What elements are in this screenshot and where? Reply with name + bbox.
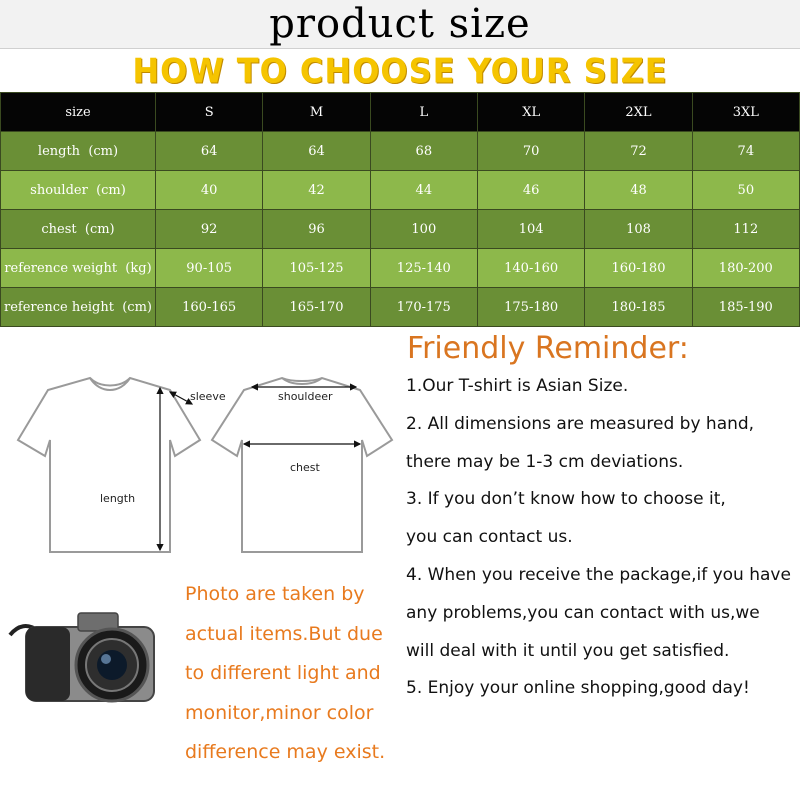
shoulder-label: shouldeer [278,390,333,403]
reminder-line: 4. When you receive the package,if you have [406,564,791,585]
table-cell: 40 [156,171,263,210]
table-row [1,171,800,210]
photo-note-line: difference may exist. [185,741,386,763]
row-label: chest (cm) [1,210,156,249]
table-cell: 64 [156,132,263,171]
table-cell: 90-105 [156,249,263,288]
row-label: length (cm) [1,132,156,171]
table-header-row [1,93,800,132]
table-cell: 70 [477,132,584,171]
reminder-line: 1.Our T-shirt is Asian Size. [406,376,629,396]
header-cell: S [156,93,263,132]
photo-note [185,575,405,773]
table-row [1,249,800,288]
table-cell: 100 [370,210,477,249]
tshirt-diagram [10,360,402,560]
table-cell: 50 [692,171,799,210]
reminder-line: will deal with it until you get satisfied. [406,640,730,661]
table-cell: 68 [370,132,477,171]
table-cell: 185-190 [692,288,799,327]
table-cell: 46 [477,171,584,210]
reminder-line: there may be 1-3 cm deviations. [406,451,684,472]
title-bar [0,0,800,49]
table-cell: 160-165 [156,288,263,327]
table-cell: 92 [156,210,263,249]
header-cell: XL [477,93,584,132]
table-cell: 175-180 [477,288,584,327]
table-cell: 112 [692,210,799,249]
table-cell: 74 [692,132,799,171]
table-cell: 48 [585,171,692,210]
table-cell: 104 [477,210,584,249]
table-cell: 125-140 [370,249,477,288]
sleeve-label: sleeve [190,390,226,403]
camera-icon [8,595,168,715]
table-cell: 140-160 [477,249,584,288]
size-table [0,92,800,327]
reminder-line: you can contact us. [406,527,573,548]
row-label: shoulder (cm) [1,171,156,210]
table-cell: 64 [263,132,370,171]
photo-note-line: Photo are taken by [185,583,365,605]
table-cell: 72 [585,132,692,171]
reminder-line: 2. All dimensions are measured by hand, [406,413,755,434]
header-cell: M [263,93,370,132]
table-cell: 165-170 [263,288,370,327]
table-cell: 170-175 [370,288,477,327]
header-cell: 2XL [585,93,692,132]
table-cell: 96 [263,210,370,249]
photo-note-line: actual items.But due [185,622,383,645]
row-label: reference height (cm) [1,288,156,327]
table-cell: 180-200 [692,249,799,288]
reminder-title: Friendly Reminder: [407,331,689,366]
header-cell: 3XL [692,93,799,132]
table-cell: 105-125 [263,249,370,288]
table-row [1,132,800,171]
page-title: product size [269,1,531,47]
table-row [1,210,800,249]
table-cell: 108 [585,210,692,249]
front-tshirt [18,378,226,552]
table-cell: 180-185 [585,288,692,327]
subtitle: HOW TO CHOOSE YOUR SIZE [132,51,668,91]
table-cell: 42 [263,171,370,210]
row-label: reference weight (kg) [1,249,156,288]
subtitle-banner [0,52,800,90]
length-label: length [100,492,136,505]
chest-label: chest [290,461,320,474]
photo-note-line: monitor,minor color [185,701,374,724]
table-cell: 160-180 [585,249,692,288]
reminder-line: 3. If you don’t know how to choose it, [406,489,726,510]
table-cell: 44 [370,171,477,210]
table-row [1,288,800,327]
photo-note-line: to different light and [185,662,381,684]
reminder-line: any problems,you can contact with us,we [406,602,760,623]
back-tshirt [212,378,392,552]
reminder-line: 5. Enjoy your online shopping,good day! [406,678,750,699]
header-cell: L [370,93,477,132]
reminder-list [406,368,798,708]
header-cell: size [1,93,156,132]
